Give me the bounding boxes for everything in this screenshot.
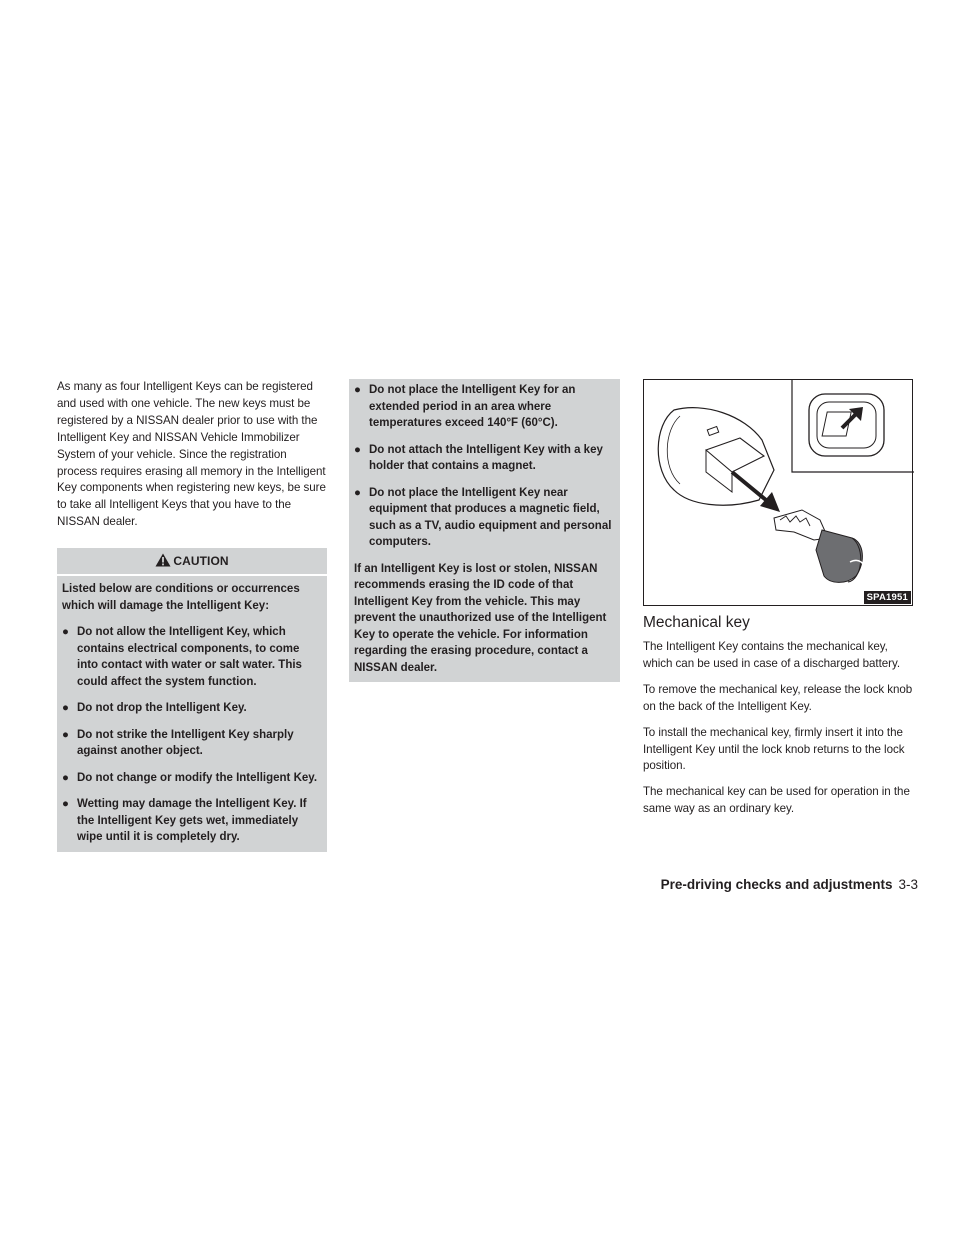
bullet-text: Do not attach the Intelligent Key with a key holder that contains a magnet.: [369, 443, 603, 472]
warning-triangle-icon: [155, 553, 171, 567]
column-middle: [349, 379, 620, 682]
body-paragraph: The Intelligent Key contains the mechanical key, which can be used in case of a discharged battery.: [643, 640, 901, 670]
mechanical-key-figure: [643, 379, 913, 606]
bullet-icon: ●: [354, 443, 361, 456]
caution-title-wrap: [57, 553, 327, 568]
bullet-icon: ●: [62, 728, 69, 741]
caution-bullet: [62, 796, 322, 846]
bullet-text: Do not allow the Intelligent Key, which contains electrical components, to come into contact with water or salt water. This could affect the system function.: [77, 626, 302, 688]
caution-bullet: [354, 442, 615, 475]
bullet-text: Do not strike the Intelligent Key sharply against another object.: [77, 728, 294, 758]
figure-label: SPA1951: [864, 591, 911, 604]
bullet-text: Wetting may damage the Intelligent Key. If the Intelligent Key gets wet, immediately wipe until it is completely dry.: [77, 798, 307, 844]
caution-bullet: [62, 700, 322, 717]
page-footer: [661, 877, 918, 892]
column-right: [643, 379, 914, 827]
bullet-icon: ●: [354, 486, 361, 499]
caution-bullet: [354, 485, 615, 551]
body-paragraph: To remove the mechanical key, release the lock knob on the back of the Intelligent Key.: [643, 682, 913, 713]
bullet-icon: ●: [62, 771, 69, 784]
caution-bullet: [62, 624, 322, 690]
bullet-text: Do not place the Intelligent Key for an extended period in an area where temperatures exceed 140°F (60°C).: [369, 384, 576, 429]
bullet-text: Do not change or modify the Intelligent Key.: [77, 771, 318, 784]
column-left: [57, 379, 327, 852]
bullet-icon: ●: [62, 702, 69, 715]
caution-header: [57, 548, 327, 574]
key-illustration-icon: [644, 380, 914, 607]
caution-intro: Listed below are conditions or occurrences which will damage the Intelligent Key:: [62, 583, 300, 612]
intro-paragraph: As many as four Intelligent Keys can be registered and used with one vehicle. The new keys must be registered by a NISSAN dealer prior to use with the Intelligent Key and NISSAN Vehicle Immobilizer System of your vehicle. Since the registration process requires erasing all memory in the Intelligent Key components when registering new keys, be sure to take all Intelligent Keys that you have to the NISSAN dealer.: [57, 380, 326, 529]
caution-bullet: [354, 382, 615, 432]
page-number: 3-3: [898, 877, 918, 892]
caution-bullet: [62, 770, 322, 787]
section-title: Mechanical key: [643, 614, 750, 631]
body-paragraph: To install the mechanical key, firmly insert it into the Intelligent Key until the lock knob returns to the lock position.: [643, 725, 905, 773]
bullet-text: Do not drop the Intelligent Key.: [77, 702, 247, 715]
caution-lost-key-paragraph: If an Intelligent Key is lost or stolen, NISSAN recommends erasing the ID code of that Intelligent Key from the vehicle. This may prevent the unauthorized use of the Intelligent Key to operate the vehicle. For information regarding the erasing procedure, contact a NISSAN dealer.: [354, 562, 607, 674]
caution-box-right: [349, 379, 620, 682]
caution-bullet: [62, 727, 322, 760]
bullet-icon: ●: [62, 798, 69, 811]
bullet-text: Do not place the Intelligent Key near equipment that produces a magnetic field, such as a TV, audio equipment and personal computers.: [369, 486, 612, 548]
bullet-icon: ●: [354, 384, 361, 396]
caution-title: CAUTION: [173, 554, 229, 569]
footer-section-title: Pre-driving checks and adjustments: [660, 877, 893, 892]
caution-box-left: [57, 576, 327, 852]
body-paragraph: The mechanical key can be used for operation in the same way as an ordinary key.: [643, 785, 910, 816]
bullet-icon: ●: [62, 626, 69, 639]
